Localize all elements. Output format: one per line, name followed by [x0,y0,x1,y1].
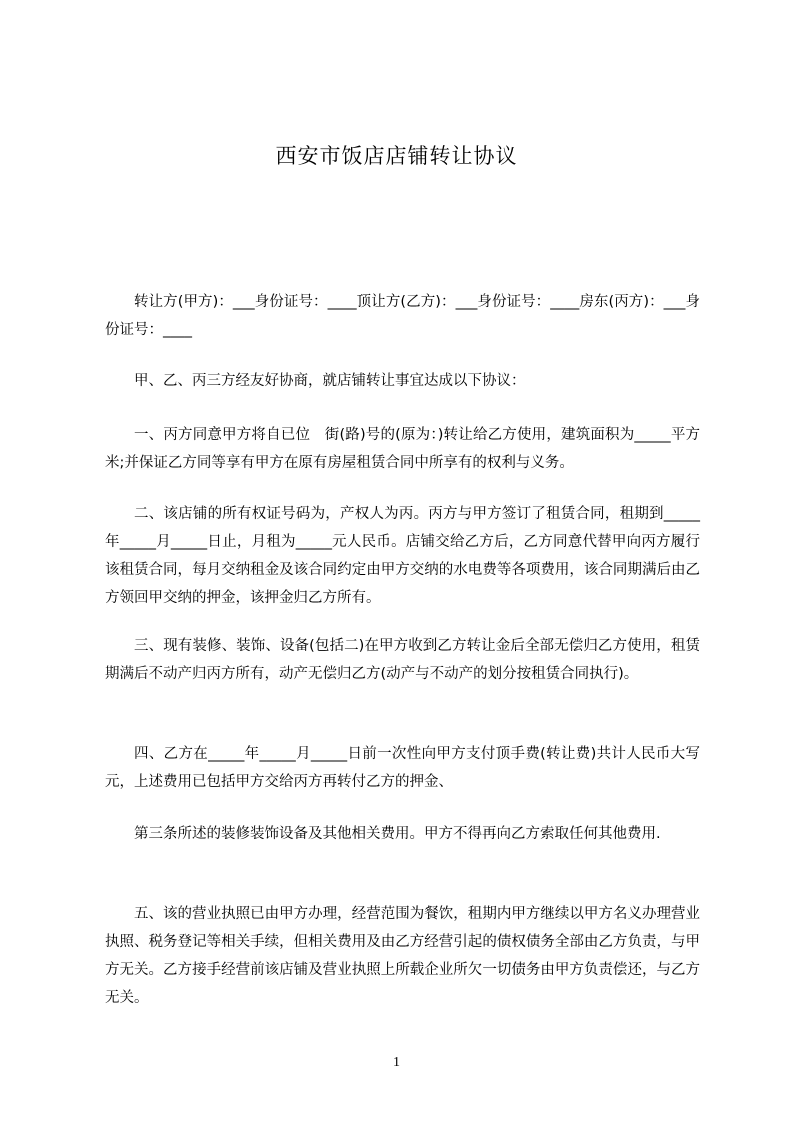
clause-5-paragraph: 五、该的营业执照已由甲方办理，经营范围为餐饮，租期内甲方继续以甲方名义办理营业执照、税务登记等相关手续，但相关费用及由乙方经营引起的债权债务全部由乙方负责，与甲方无关。乙方接手经营前该店铺及营业执照上所载企业所欠一切债务由甲方负责偿还，与乙方无关。 [105,906,700,1006]
document-title: 西安市饭店店铺转让协议 [275,144,518,168]
intro-paragraph: 甲、乙、丙三方经友好协商，就店铺转让事宜达成以下协议： [134,373,526,389]
clause-4-continuation-paragraph: 第三条所述的装修装饰设备及其他相关费用。甲方不得再向乙方索取任何其他费用. [134,826,661,842]
page-number: 1 [393,1055,400,1070]
clause-2-paragraph: 二、该店铺的所有权证号码为，产权人为丙。丙方与甲方签订了租赁合同，租期到_____年_____月_____日止，月租为_____元人民币。店铺交给乙方后，乙方同意代替甲向丙方履行该租赁合同，每月交纳租金及该合同约定由甲方交纳的水电费等各项费用，该合同期满后由乙方领回甲交纳的押金，该押金归乙方所有。 [105,506,700,606]
clause-4-paragraph: 四、乙方在_____年_____月_____日前一次性向甲方支付顶手费(转让费)共计人民币大写元，上述费用已包括甲方交给丙方再转付乙方的押金、 [105,746,700,790]
parties-paragraph: 转让方(甲方)：___身份证号：____顶让方(乙方)：___身份证号：____房东(丙方)：___身份证号：____ [105,294,700,338]
clause-1-paragraph: 一、丙方同意甲方将自已位 街(路)号的(原为：)转让给乙方使用，建筑面积为_____平方米;并保证乙方同等享有甲方在原有房屋租赁合同中所享有的权利与义务。 [105,427,700,471]
clause-3-paragraph: 三、现有装修、装饰、设备(包括二)在甲方收到乙方转让金后全部无偿归乙方使用，租赁期满后不动产归丙方所有，动产无偿归乙方(动产与不动产的划分按租赁合同执行)。 [105,638,700,682]
